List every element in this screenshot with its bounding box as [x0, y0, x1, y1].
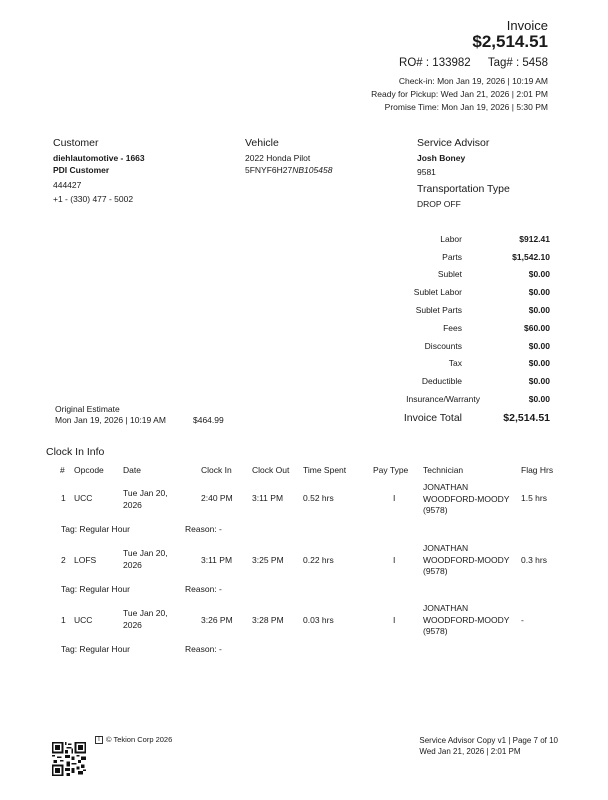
row1-tag: Tag: Regular Hour — [61, 524, 130, 534]
totals-label: Parts — [442, 251, 462, 262]
checkin-time: Check-in: Mon Jan 19, 2026 | 10:19 AM — [398, 76, 548, 86]
vehicle-vin — [245, 164, 405, 176]
tekion-logo-icon: T — [95, 736, 103, 744]
invoice-total-label: Invoice Total — [403, 412, 462, 424]
row2-date — [123, 548, 168, 571]
totals-row-labor — [380, 230, 550, 248]
row1-technician — [423, 482, 509, 517]
row2-tech-line2: WOODFORD-MOODY — [423, 554, 510, 565]
row2-clock-out: 3:25 PM — [252, 555, 284, 565]
row3-tech-line3: (9578) — [423, 626, 448, 636]
col-header-pay-type: Pay Type — [373, 465, 409, 475]
totals-row-sublet — [380, 266, 550, 284]
totals-label: Labor — [440, 233, 462, 244]
col-header-time-spent: Time Spent — [303, 465, 347, 475]
row3-date-line2: 2026 — [123, 619, 142, 630]
customer-section — [53, 137, 233, 205]
invoice-label: Invoice — [506, 18, 548, 33]
footer-page-info — [419, 736, 558, 757]
row1-time-spent: 0.52 hrs — [303, 493, 334, 503]
row1-tech-line3: (9578) — [423, 505, 448, 515]
totals-label: Sublet Labor — [413, 287, 462, 298]
vehicle-model: 2022 Honda Pilot — [245, 153, 311, 163]
row3-time-spent: 0.03 hrs — [303, 615, 334, 625]
totals-value: $0.00 — [528, 269, 550, 280]
row1-reason: Reason: - — [185, 524, 222, 534]
service-advisor-section — [417, 137, 567, 178]
footer-copyright — [95, 735, 172, 744]
row2-date-line1: Tue Jan 20, — [123, 548, 168, 558]
advisor-number: 9581 — [417, 167, 436, 177]
vin-suffix: NB105458 — [292, 165, 333, 175]
row1-clock-in: 2:40 PM — [201, 493, 233, 503]
col-header-num: # — [60, 465, 65, 475]
printed-date: Wed Jan 21, 2026 | 2:01 PM — [419, 746, 521, 756]
row3-opcode: UCC — [74, 615, 93, 625]
row1-num: 1 — [61, 493, 66, 503]
row1-date-line2: 2026 — [123, 499, 142, 510]
row2-tech-line3: (9578) — [423, 566, 448, 576]
copy-page-text: Service Advisor Copy v1 | Page 7 of 10 — [419, 736, 558, 745]
row1-pay-type: I — [393, 493, 396, 503]
estimate-amount: $464.99 — [193, 415, 224, 425]
advisor-name: Josh Boney — [417, 153, 466, 163]
totals-row-parts — [380, 248, 550, 266]
row2-tech-line1: JONATHAN — [423, 543, 469, 553]
clock-in-title: Clock In Info — [46, 446, 105, 458]
totals-value: $0.00 — [528, 358, 550, 369]
totals-row-discounts — [380, 337, 550, 355]
row2-pay-type: I — [393, 555, 396, 565]
totals-value: $1,542.10 — [512, 251, 550, 262]
row3-flag-hrs: - — [521, 615, 524, 625]
estimate-date: Mon Jan 19, 2026 | 10:19 AM — [55, 415, 166, 425]
row2-tag: Tag: Regular Hour — [61, 584, 130, 594]
totals-label: Tax — [448, 358, 462, 369]
totals-value: $0.00 — [528, 394, 550, 405]
totals-label: Insurance/Warranty — [406, 394, 480, 405]
totals-label: Sublet — [437, 269, 462, 280]
row1-clock-out: 3:11 PM — [252, 493, 284, 503]
col-header-opcode: Opcode — [74, 465, 104, 475]
row2-clock-in: 3:11 PM — [201, 555, 233, 565]
row1-tech-line2: WOODFORD-MOODY — [423, 493, 510, 504]
tag-number: 5458 — [522, 57, 548, 69]
advisor-title: Service Advisor — [417, 137, 490, 149]
transportation-type: DROP OFF — [417, 199, 461, 209]
row3-date — [123, 608, 168, 631]
row2-num: 2 — [61, 555, 66, 565]
totals-row-deductible — [380, 372, 550, 390]
row2-technician — [423, 543, 509, 578]
customer-phone: +1 - (330) 477 - 5002 — [53, 194, 134, 204]
col-header-date: Date — [123, 465, 141, 475]
totals-row-fees — [380, 319, 550, 337]
row3-date-line1: Tue Jan 20, — [123, 608, 168, 618]
transportation-section — [417, 183, 567, 210]
row1-flag-hrs: 1.5 hrs — [521, 493, 547, 503]
row3-tech-line1: JONATHAN — [423, 603, 469, 613]
col-header-clock-in: Clock In — [201, 465, 232, 475]
col-header-flag-hrs: Flag Hrs — [521, 465, 554, 475]
customer-type: PDI Customer — [53, 165, 110, 175]
ro-label: RO# : — [399, 57, 430, 69]
totals-row-sublet-parts — [380, 301, 550, 319]
row1-date — [123, 488, 168, 511]
customer-title: Customer — [53, 137, 99, 149]
col-header-clock-out: Clock Out — [252, 465, 290, 475]
row1-tech-line1: JONATHAN — [423, 482, 469, 492]
totals-value: $0.00 — [528, 287, 550, 298]
totals-row-insurance — [380, 390, 550, 408]
totals-row-sublet-labor — [380, 283, 550, 301]
totals-list — [380, 230, 550, 408]
vehicle-section — [245, 137, 405, 176]
row2-time-spent: 0.22 hrs — [303, 555, 334, 565]
qr-code-icon — [52, 742, 86, 776]
totals-value: $0.00 — [528, 376, 550, 387]
totals-label: Discounts — [424, 340, 462, 351]
row3-tag: Tag: Regular Hour — [61, 644, 130, 654]
totals-label: Fees — [443, 322, 462, 333]
row3-tech-line2: WOODFORD-MOODY — [423, 614, 510, 625]
row3-reason: Reason: - — [185, 644, 222, 654]
row2-opcode: LOFS — [74, 555, 97, 565]
promise-time: Promise Time: Mon Jan 19, 2026 | 5:30 PM — [384, 102, 548, 112]
totals-value: $912.41 — [519, 233, 550, 244]
row1-date-line1: Tue Jan 20, — [123, 488, 168, 498]
copyright-text: © Tekion Corp 2026 — [106, 735, 173, 744]
ro-tag-line — [399, 57, 548, 69]
invoice-total-value: $2,514.51 — [503, 412, 550, 424]
customer-name: diehlautomotive - 1663 — [53, 153, 145, 163]
invoice-total-row — [380, 412, 550, 424]
row3-pay-type: I — [393, 615, 396, 625]
row3-num: 1 — [61, 615, 66, 625]
row1-opcode: UCC — [74, 493, 93, 503]
totals-value: $0.00 — [528, 340, 550, 351]
totals-label: Deductible — [421, 376, 462, 387]
tag-label: Tag# : — [487, 57, 520, 69]
totals-label: Sublet Parts — [415, 305, 462, 316]
vehicle-title: Vehicle — [245, 137, 279, 149]
row3-technician — [423, 603, 509, 638]
transportation-title: Transportation Type — [417, 183, 510, 195]
row2-flag-hrs: 0.3 hrs — [521, 555, 547, 565]
row2-date-line2: 2026 — [123, 559, 142, 570]
row3-clock-out: 3:28 PM — [252, 615, 284, 625]
totals-value: $0.00 — [528, 305, 550, 316]
totals-value: $60.00 — [524, 322, 550, 333]
row2-reason: Reason: - — [185, 584, 222, 594]
ready-for-pickup-time: Ready for Pickup: Wed Jan 21, 2026 | 2:01 PM — [371, 89, 548, 99]
vin-prefix: 5FNYF6H27 — [245, 165, 293, 175]
estimate-title: Original Estimate — [55, 404, 120, 414]
invoice-total-amount: $2,514.51 — [472, 32, 548, 51]
row3-clock-in: 3:26 PM — [201, 615, 233, 625]
totals-row-tax — [380, 355, 550, 373]
col-header-technician: Technician — [423, 465, 464, 475]
customer-number: 444427 — [53, 180, 82, 190]
ro-number: 133982 — [432, 57, 471, 69]
